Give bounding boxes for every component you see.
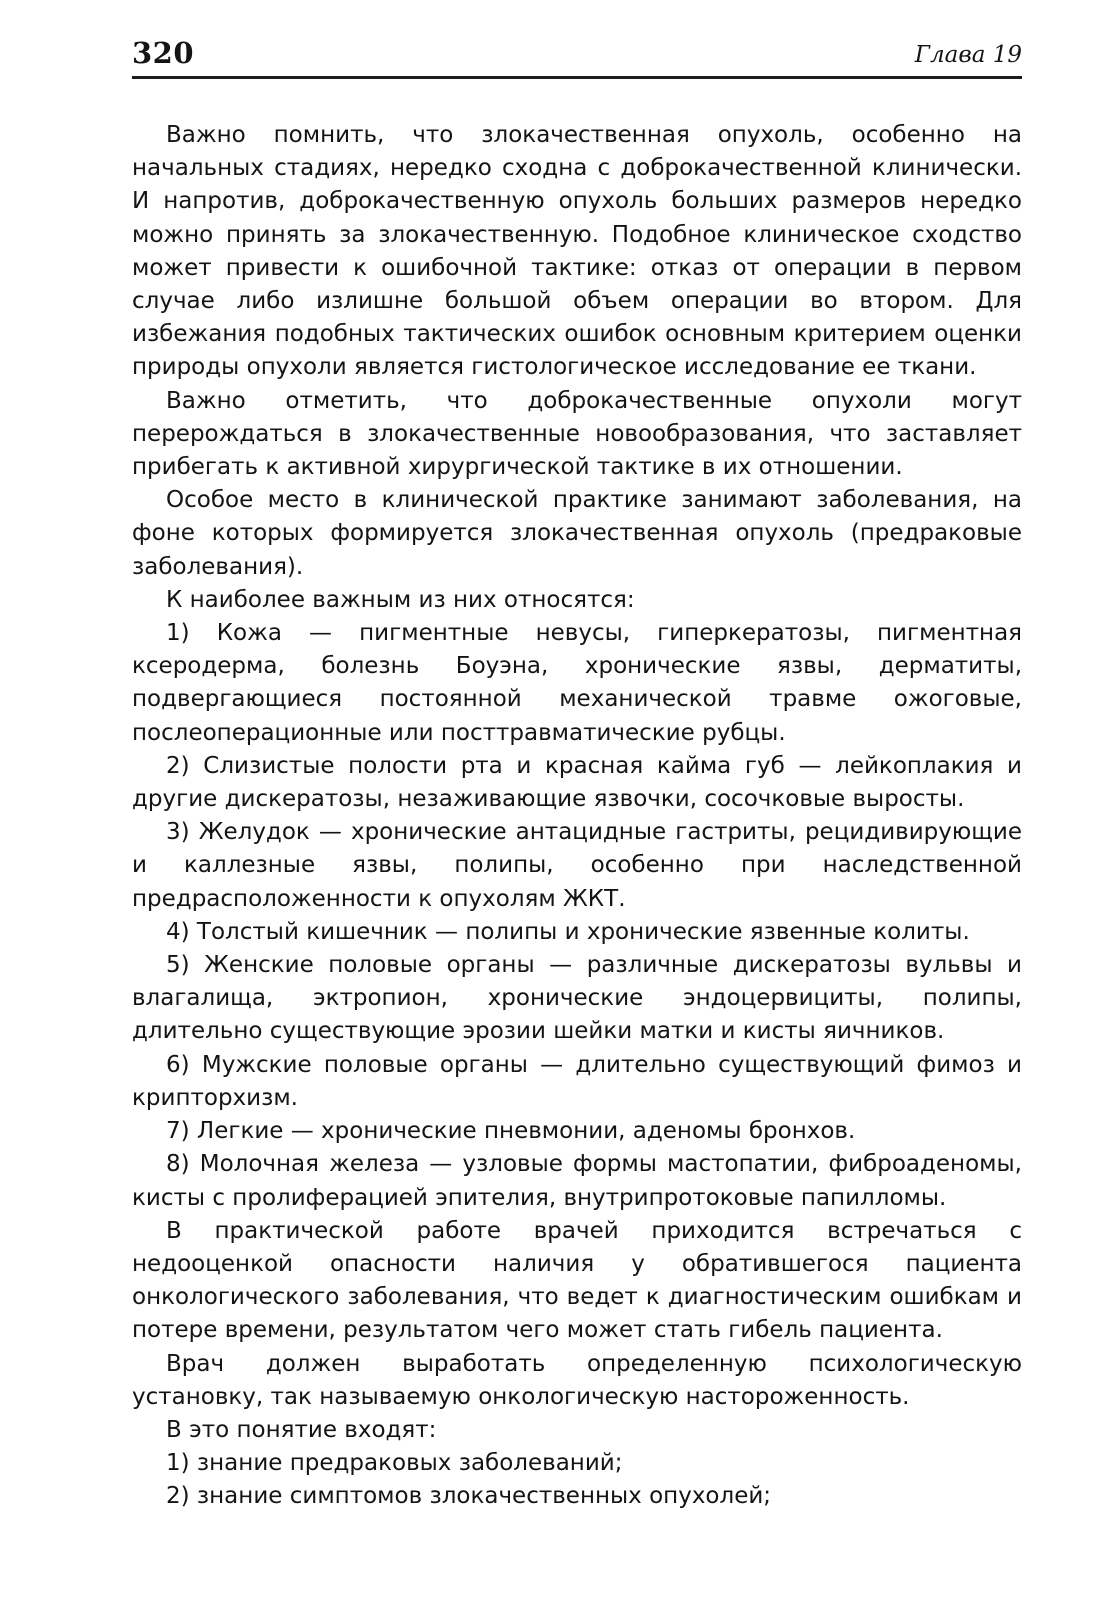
list-item: 8) Молочная железа — узловые формы мастопатии, фиброаденомы, кисты с пролиферацией эпителия, внутрипротоковые папилломы. xyxy=(132,1151,1022,1211)
paragraph: В это понятие входят: xyxy=(166,1416,437,1443)
list-item: 6) Мужские половые органы — длительно существующий фимоз и крипторхизм. xyxy=(132,1051,1022,1111)
paragraph: Важно отметить, что доброкачественные опухоли могут перерождаться в злокачественные новообразования, что заставляет прибегать к активной хирургической тактике в их отношении. xyxy=(132,387,1022,481)
paragraph: К наиболее важным из них относятся: xyxy=(166,586,635,613)
list-item: 5) Женские половые органы — различные дискератозы вульвы и влагалища, эктропион, хронические эндоцервициты, полипы, длительно существующие эрозии шейки матки и кисты яичников. xyxy=(132,952,1022,1045)
list-item: 1) Кожа — пигментные невусы, гиперкератозы, пигментная ксеродерма, болезнь Боуэна, хронические язвы, дерматиты, подвергающиеся постоянной механической травме ожоговые, послеоперационные или посттравматические рубцы. xyxy=(132,620,1022,746)
running-head xyxy=(132,34,1022,78)
chapter-title: Глава 19 xyxy=(914,42,1022,68)
list-item: 7) Легкие — хронические пневмонии, аденомы бронхов. xyxy=(166,1118,856,1145)
list-item: 1) знание предраковых заболеваний; xyxy=(166,1450,623,1477)
header-rule xyxy=(132,76,1022,79)
list-item: 3) Желудок — хронические антацидные гастриты, рецидивирующие и каллезные язвы, полипы, особенно при наследственной предрасположенности к опухолям ЖКТ. xyxy=(132,819,1022,912)
page-number: 320 xyxy=(132,36,195,70)
paragraph: Врач должен выработать определенную психологическую установку, так называемую онкологическую настороженность. xyxy=(132,1350,1022,1410)
list-item: 4) Толстый кишечник — полипы и хронические язвенные колиты. xyxy=(166,918,970,945)
paragraph: Особое место в клинической практике занимают заболевания, на фоне которых формируется злокачественная опухоль (предраковые заболевания). xyxy=(132,487,1022,580)
paragraph: Важно помнить, что злокачественная опухоль, особенно на начальных стадиях, нередко сходна с доброкачественной клинически. И напротив, доброкачественную опухоль больших размеров нередко можно принять за злокачественную. Подобное клиническое сходство может привести к ошибочной тактике: отказ от операции в первом случае либо излишне большой объем операции во втором. Для избежания подобных тактических ошибок основным критерием оценки природы опухоли является гистологическое исследование ее ткани. xyxy=(132,122,1022,381)
body-text xyxy=(132,119,1022,1514)
paragraph: В практической работе врачей приходится встречаться с недооценкой опасности наличия у обратившегося пациента онкологического заболевания, что ведет к диагностическим ошибкам и потере времени, результатом чего может стать гибель пациента. xyxy=(132,1217,1022,1344)
list-item: 2) Слизистые полости рта и красная кайма губ — лейкоплакия и другие дискератозы, незаживающие язвочки, сосочковые выросты. xyxy=(132,752,1022,813)
list-item: 2) знание симптомов злокачественных опухолей; xyxy=(166,1483,772,1510)
